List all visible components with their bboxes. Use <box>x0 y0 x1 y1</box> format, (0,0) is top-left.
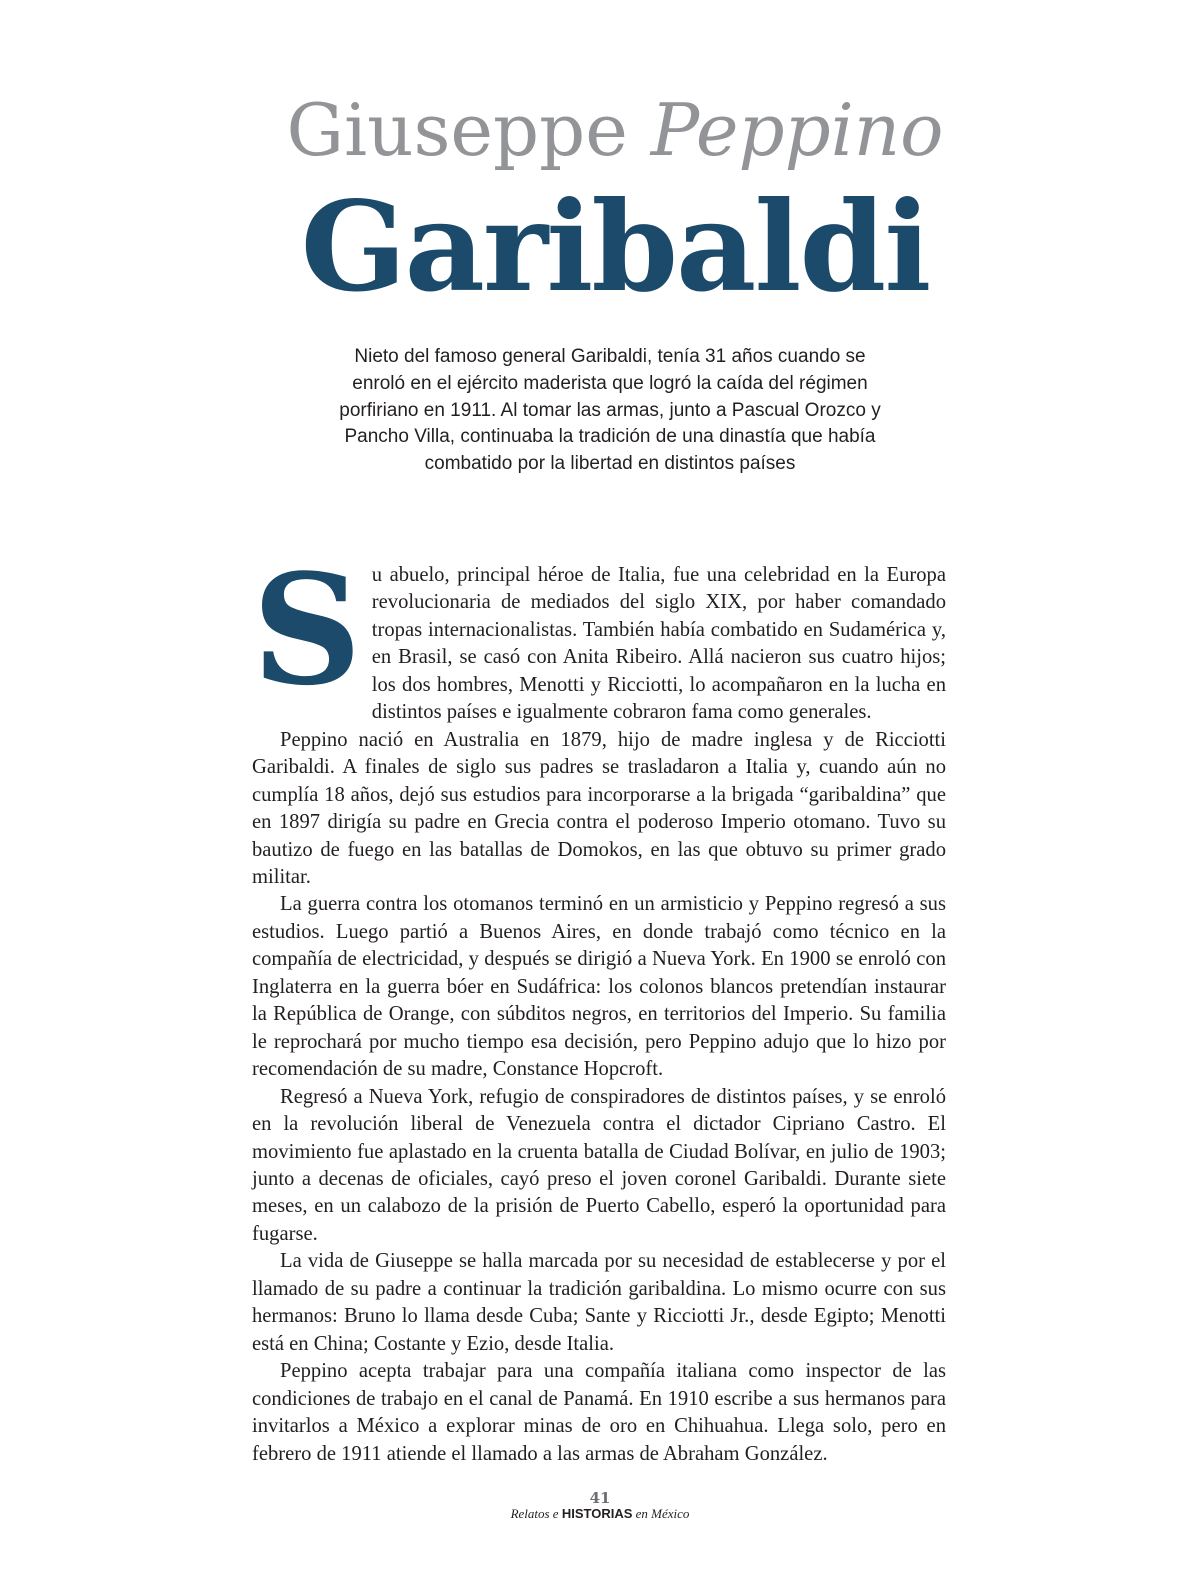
article-body <box>252 540 946 1468</box>
magazine-name <box>0 1506 1200 1522</box>
drop-cap: S <box>252 540 362 719</box>
paragraph-2: Peppino nació en Australia en 1879, hijo de madre inglesa y de Ricciotti Garibaldi. A finales de siglo sus padres se trasladaron a Italia y, cuando aún no cumplía 18 años, dejó sus estudios para incorporarse a la brigada “garibaldina” que en 1897 dirigía su padre en Grecia contra el poderoso Imperio otomano. Tuvo su bautizo de fuego en las batallas de Domokos, en las que obtuvo su primer grado militar. <box>252 728 946 888</box>
page-number: 41 <box>589 1489 611 1507</box>
magazine-suffix: en México <box>635 1506 690 1521</box>
paragraph-1-text: u abuelo, principal héroe de Italia, fue una celebridad en la Europa revolucionaria de mediados del siglo XIX, por haber comandado tropas internacionalistas. También había combatido en Sudamérica y, en Brasil, se casó con Anita Ribeiro. Allá nacieron sus cuatro hijos; los dos hombres, Menotti y Ricciotti, lo acompañaron en la lucha en distintos países e igualmente cobraron fama como generales. <box>371 564 946 724</box>
page-footer <box>0 1490 1200 1522</box>
title-surname: Garibaldi <box>300 175 930 320</box>
lead-paragraph: Nieto del famoso general Garibaldi, tenía 31 años cuando se enroló en el ejército maderista que logró la caída del régimen porfiriano en 1911. Al tomar las armas, junto a Pascual Orozco y Pancho Villa, continuaba la tradición de una dinastía que había combatido por la libertad en distintos países <box>339 346 881 475</box>
title-nickname: Peppino <box>650 88 944 172</box>
paragraph-1 <box>252 540 946 727</box>
paragraph-4: Regresó a Nueva York, refugio de conspiradores de distintos países, y se enroló en la revolución liberal de Venezuela contra el dictador Cipriano Castro. El movimiento fue aplastado en la cruenta batalla de Ciudad Bolívar, en julio de 1903; junto a decenas de oficiales, cayó preso el joven coronel Garibaldi. Durante siete meses, en un calabozo de la prisión de Puerto Cabello, esperó la oportunidad para fugarse. <box>252 1085 946 1245</box>
paragraph-5: La vida de Giuseppe se halla marcada por su necesidad de establecerse y por el llamado de su padre a continuar la tradición garibaldina. Lo mismo ocurre con sus hermanos: Bruno lo llama desde Cuba; Sante y Ricciotti Jr., desde Egipto; Menotti está en China; Costante y Ezio, desde Italia. <box>252 1250 946 1355</box>
title-first-line <box>0 84 1200 176</box>
magazine-strong: HISTORIAS <box>561 1506 633 1521</box>
paragraph-6: Peppino acepta trabajar para una compañía italiana como inspector de las condiciones de trabajo en el canal de Panamá. En 1910 escribe a sus hermanos para invitarlos a México a explorar minas de oro en Chihuahua. Llega solo, pero en febrero de 1911 atiende el llamado a las armas de Abraham González. <box>252 1360 946 1465</box>
paragraph-3: La guerra contra los otomanos terminó en un armisticio y Peppino regresó a sus estudios. Luego partió a Buenos Aires, en donde trabajó como técnico en la compañía de electricidad, y después se dirigió a Nueva York. En 1900 se enroló con Inglaterra en la guerra bóer en Sudáfrica: los colonos blancos pretendían instaurar la República de Orange, con súbditos negros, en territorios del Imperio. Su familia le reprochará por mucho tiempo esa decisión, pero Peppino adujo que lo hizo por recomendación de su madre, Constance Hopcroft. <box>252 893 946 1081</box>
magazine-prefix: Relatos e <box>510 1506 559 1521</box>
title-first-name: Giuseppe <box>286 88 628 172</box>
